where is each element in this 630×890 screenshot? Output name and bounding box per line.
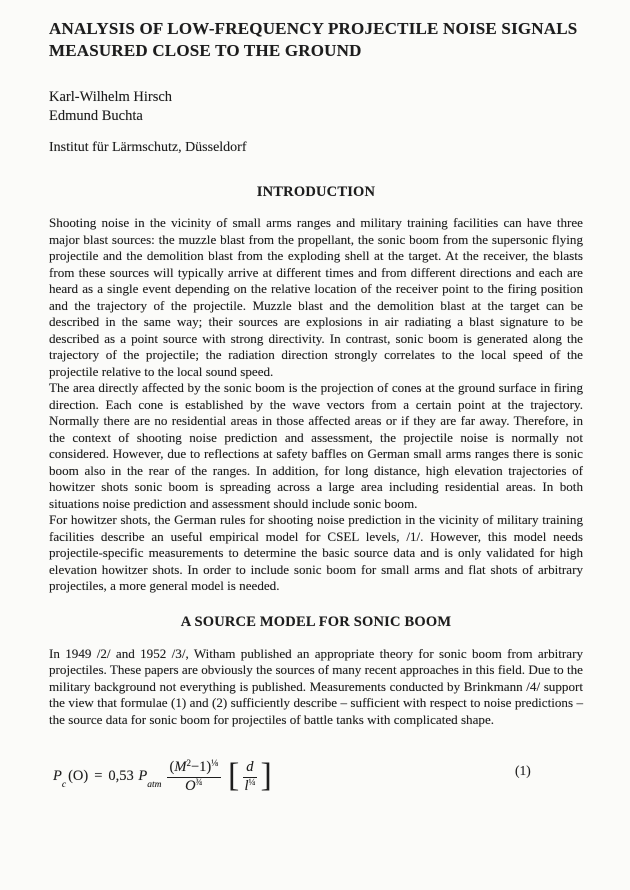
eq-lhs-argument: (O) <box>68 768 89 785</box>
eq-equals-sign: = <box>94 768 103 785</box>
author-name: Edmund Buchta <box>49 107 143 124</box>
eq-fraction-numerator: $(M^2-1)^{\frac{1}{8}}$ <box>167 760 221 778</box>
paragraph: For howitzer shots, the German rules for shooting noise prediction in the vicinity of military training facilities describe an useful empirical model for CSEL levels, /1/. However, this model needs projectile-specific measurements to determine the basic source data and is only validated for high elevation howitzer shots. In order to include sonic boom for small arms and flat shots of arbitrary projectiles, a more general model is needed. <box>49 512 583 593</box>
eq-bracket-numerator: d <box>243 760 256 778</box>
eq-pressure-symbol: P <box>138 768 148 785</box>
eq-pressure-subscript: atm <box>147 780 162 791</box>
eq-numerator-exponent: ⅛ <box>211 758 218 768</box>
section-heading-introduction: INTRODUCTION <box>256 184 376 200</box>
author-name: Karl-Wilhelm Hirsch <box>49 89 173 105</box>
eq-close-bracket: ] <box>260 757 272 795</box>
eq-fraction-denominator: $O^{\frac{3}{4}}$ <box>185 776 203 794</box>
equation-body <box>53 757 272 795</box>
eq-lhs-subscript: c <box>61 780 67 791</box>
eq-lhs-symbol: P <box>53 768 62 785</box>
eq-bracket-denominator: $l^{\frac{1}{4}}$ <box>244 776 256 794</box>
paragraph: In 1949 /2/ and 1952 /3/, Witham published an appropriate theory for sonic boom from arbitrary projectiles. These papers are obviously the sources of many recent approaches in this field. Due to the military background not everything is published. Measurements conducted by Brinkmann /4/ support the view that formulae (1) and (2) sufficiently describe – sufficient with respect to noise predictions – the source data for sonic boom for projectiles of battle tanks with complicated shape. <box>49 645 583 727</box>
authors-block <box>49 88 583 125</box>
section-heading-source-model: A SOURCE MODEL FOR SONIC BOOM <box>180 613 452 630</box>
paper-title: ANALYSIS OF LOW-FREQUENCY PROJECTILE NOISE SIGNALS MEASURED CLOSE TO THE GROUND <box>49 19 578 60</box>
affiliation: Institut für Lärmschutz, Düsseldorf <box>49 140 247 155</box>
eq-open-bracket: [ <box>227 757 240 795</box>
eq-coefficient: 0,53 <box>108 768 134 785</box>
eq-bracket-fraction <box>243 760 256 795</box>
eq-denominator-exponent: ¾ <box>195 776 203 787</box>
equation-1 <box>49 750 583 810</box>
paragraph: The area directly affected by the sonic boom is the projection of cones at the ground surface in firing direction. Each cone is established by the wave vectors from a certain point at the trajectory. Normally there are no residential areas in those affected areas or if they are far away. Therefore, in the context of shooting noise prediction and assessment, the projectile noise is normally not considered. However, due to reflections at safety baffles on German small arms ranges there is sonic boom also in the rear of the ranges. In addition, for long distance, high elevation trajectories of howitzer shots sonic boom is spreading across a large area including residential areas. In both situations noise prediction and assessment should include sonic boom. <box>49 380 583 511</box>
equation-number: (1) <box>515 763 531 778</box>
paragraph: Shooting noise in the vicinity of small arms ranges and military training facilities can have three major blast sources: the muzzle blast from the propellant, the sonic boom from the supersonic flying projectile and the demolition blast from the exploding shell at the target. At the receiver, the blasts from these sources will typically arrive at different times and from different directions and each are heard as a single event depending on the relative location of the receiver point to the firing position and the trajectory of the projectile. Muzzle blast and the demolition blast at the target can be described in the same way; their sources are explosions in air radiating a blast signature to be described as a point source with strong directivity. In contrast, sonic boom is generated along the trajectory of the projectile; the radiation direction strongly correlates to the local speed of the projectile relative to the local sound speed. <box>49 215 583 379</box>
eq-main-fraction <box>167 760 221 795</box>
